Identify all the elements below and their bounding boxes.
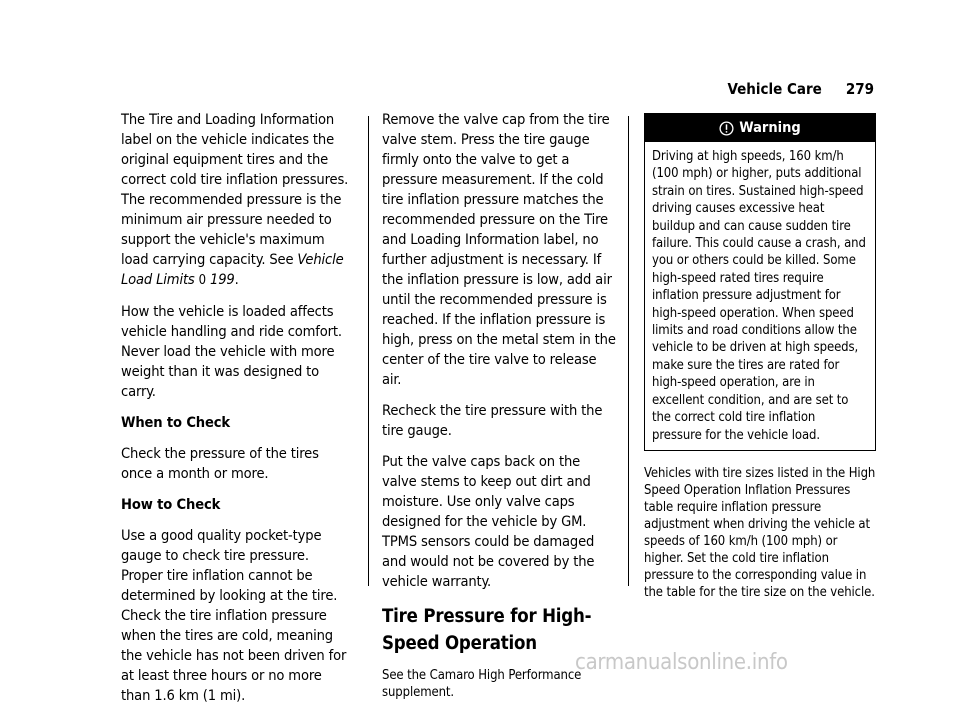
page-header bbox=[728, 80, 874, 98]
paragraph-see-supplement: See the Camaro High Performance supplement. bbox=[382, 668, 582, 700]
paragraph-valve-caps: Put the valve caps back on the valve stems to keep out dirt and moisture. Use only valve caps designed for the vehicle by GM. TPMS sensors could be damaged and would not be covered by the vehicle warranty. bbox=[382, 453, 595, 590]
page-reference-arrow-icon: 0 bbox=[198, 273, 206, 288]
column-middle bbox=[382, 110, 618, 712]
paragraph-how-to-check: Use a good quality pocket-type gauge to check tire pressure. Proper tire inflation cannot be determined by looking at the tire. Check the tire inflation pressure when the tires are cold, meaning the vehicle has not been driven for at least three hours or no more than 1.6 km (1 mi). bbox=[121, 527, 347, 704]
subheading-when-to-check: When to Check bbox=[121, 414, 230, 431]
warning-title-bar bbox=[645, 114, 875, 142]
column-left bbox=[121, 110, 353, 717]
column-divider-left bbox=[368, 116, 369, 586]
warning-circle-exclamation-icon bbox=[719, 121, 734, 136]
heading-high-speed-operation: Tire Pressure for High-Speed Operation bbox=[382, 606, 592, 654]
paragraph-tire-label: The Tire and Loading Information label on the vehicle indicates the original equipment tires and the correct cold tire inflation pressures. The recommended pressure is the minimum air pressure needed to support the vehicle's maximum load carrying capacity. See Vehicle Load Limits 0 199. bbox=[121, 111, 349, 288]
page-number: 279 bbox=[845, 80, 874, 98]
column-right bbox=[644, 110, 876, 612]
column-divider-right bbox=[628, 116, 629, 586]
paragraph-vehicle-load: How the vehicle is loaded affects vehicle handling and ride comfort. Never load the vehicle with more weight than it was designed to carry. bbox=[121, 303, 342, 400]
warning-title: Warning bbox=[739, 120, 801, 136]
warning-body: Driving at high speeds, 160 km/h (100 mph) or higher, puts additional strain on tires. Sustained high-speed driving causes excessive heat buildup and can cause sudden tire failure. This could cause a crash, and you or others could be killed. Some high-speed rated tires require inflation pressure adjustment for high-speed operation. When speed limits and road conditions allow the vehicle to be driven at high speeds, make sure the tires are rated for high-speed operation, are in excellent condition, and are set to the correct cold tire inflation pressure for the vehicle load. bbox=[652, 149, 866, 443]
paragraph-when-to-check: Check the pressure of the tires once a month or more. bbox=[121, 445, 319, 482]
subheading-how-to-check: How to Check bbox=[121, 496, 221, 513]
paragraph-recheck: Recheck the tire pressure with the tire gauge. bbox=[382, 402, 603, 439]
paragraph-high-speed-table: Vehicles with tire sizes listed in the High Speed Operation Inflation Pressures table require inflation pressure adjustment when driving the vehicle at speeds of 160 km/h (100 mph) or higher. Set the cold tire inflation pressure to the corresponding value in the table for the tire size on the vehicle. bbox=[644, 465, 876, 600]
xref-vehicle-load-limits[interactable]: Vehicle Load Limits 0 199 bbox=[121, 251, 344, 288]
warning-box bbox=[644, 113, 876, 451]
section-title: Vehicle Care bbox=[727, 80, 822, 98]
watermark: carmanualsonline.info bbox=[575, 650, 788, 675]
paragraph-remove-valve-cap: Remove the valve cap from the tire valve stem. Press the tire gauge firmly onto the valve to get a pressure measurement. If the cold tire inflation pressure matches the recommended pressure on the Tire and Loading Information label, no further adjustment is necessary. If the inflation pressure is low, add air until the recommended pressure is reached. If the inflation pressure is high, press on the metal stem in the center of the tire valve to release air. bbox=[382, 111, 616, 388]
